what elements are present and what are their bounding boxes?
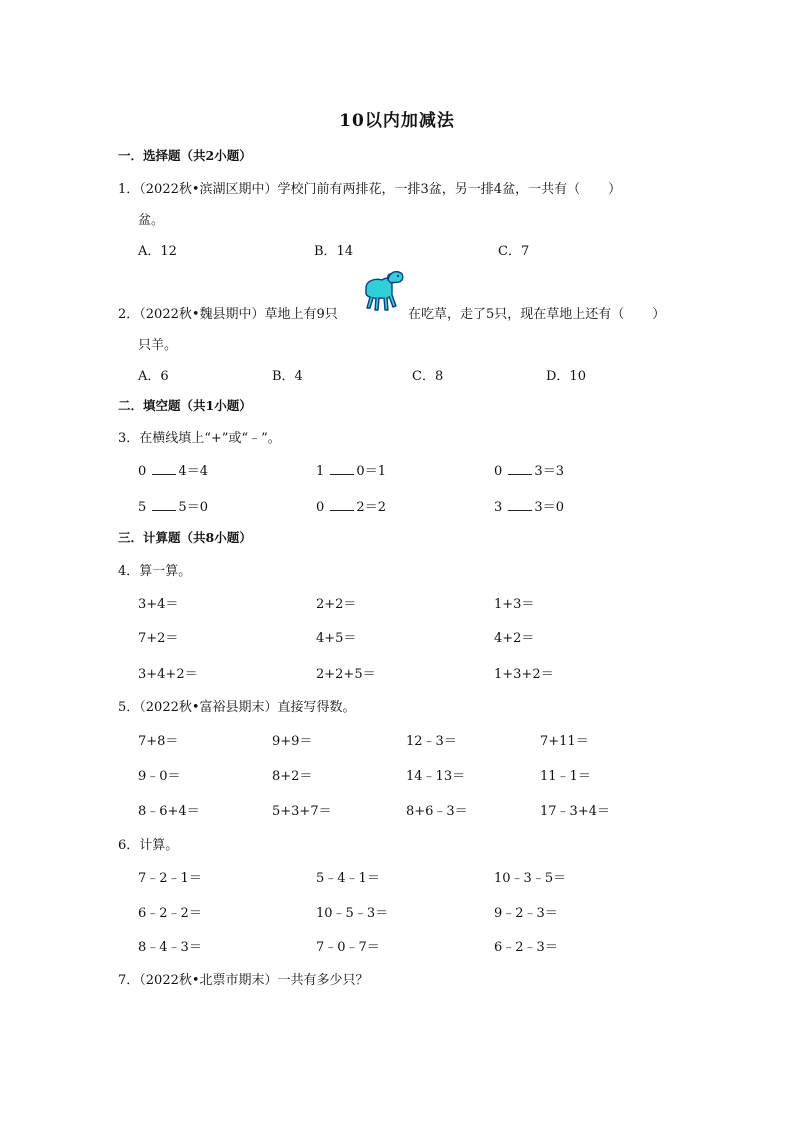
calc-item: 3+4＝ xyxy=(138,597,179,612)
calc-row xyxy=(0,730,794,750)
calc-item: 8﹣6+4＝ xyxy=(138,804,200,819)
calc-item: 9﹣2﹣3＝ xyxy=(494,906,558,921)
calc-item: 14﹣13＝ xyxy=(406,769,466,784)
calc-row xyxy=(0,936,794,956)
question-7-stem: 7．（2022秋•北票市期末）一共有多少只？ xyxy=(118,973,369,988)
answer-blank[interactable] xyxy=(330,462,354,475)
calc-item: 10﹣3﹣5＝ xyxy=(494,871,567,886)
question-5-stem: 5．（2022秋•富裕县期末）直接写得数。 xyxy=(118,700,356,715)
answer-blank[interactable] xyxy=(330,498,354,511)
fill-item: 3 3＝0 xyxy=(494,500,564,515)
answer-blank[interactable] xyxy=(508,462,532,475)
answer-blank[interactable] xyxy=(152,462,176,475)
calc-item: 1+3＝ xyxy=(494,597,535,612)
question-1-line1 xyxy=(118,178,621,197)
fill-item: 1 0＝1 xyxy=(316,464,386,479)
section-heading-fill: 二．填空题（共1小题） xyxy=(118,398,252,413)
calc-item: 9﹣0＝ xyxy=(138,769,181,784)
calc-item: 4+5＝ xyxy=(316,631,357,646)
calc-row xyxy=(0,627,794,647)
calc-row xyxy=(0,765,794,785)
question-6-stem: 6．计算。 xyxy=(118,838,179,853)
question-1-options xyxy=(0,240,794,260)
calc-item: 12﹣3＝ xyxy=(406,734,457,749)
calc-item: 1+3+2＝ xyxy=(494,667,554,682)
question-1-close-paren: ） xyxy=(608,182,622,197)
calc-item: 5+3+7＝ xyxy=(272,804,332,819)
sheep-icon xyxy=(358,268,406,314)
calc-item: 6﹣2﹣2＝ xyxy=(138,906,202,921)
option-d: D．10 xyxy=(546,369,586,384)
calc-item: 7﹣0﹣7＝ xyxy=(316,940,380,955)
calc-item: 7+11＝ xyxy=(540,734,589,749)
calc-item: 10﹣5﹣3＝ xyxy=(316,906,389,921)
calc-item: 2+2＝ xyxy=(316,597,357,612)
question-2-close-paren: ） xyxy=(652,307,666,322)
option-a: A．6 xyxy=(138,369,169,384)
section-heading-calc: 三．计算题（共8小题） xyxy=(118,530,252,545)
calc-item: 9+9＝ xyxy=(272,734,313,749)
question-2-text-b: 在吃草，走了5只，现在草地上还有（ xyxy=(408,307,625,322)
calc-item: 7+2＝ xyxy=(138,631,179,646)
question-4-stem: 4．算一算。 xyxy=(118,564,192,579)
fill-item: 0 2＝2 xyxy=(316,500,386,515)
question-2-text-a: 2．（2022秋•魏县期中）草地上有9只 xyxy=(118,307,338,322)
option-c: C．7 xyxy=(498,244,530,259)
calc-item: 6﹣2﹣3＝ xyxy=(494,940,558,955)
calc-item: 7﹣2﹣1＝ xyxy=(138,871,202,886)
calc-item: 8+6﹣3＝ xyxy=(406,804,468,819)
calc-item: 4+2＝ xyxy=(494,631,535,646)
section-heading-choice: 一．选择题（共2小题） xyxy=(118,148,252,163)
option-b: B．4 xyxy=(272,369,303,384)
calc-item: 11﹣1＝ xyxy=(540,769,591,784)
question-3-stem: 3．在横线填上“+”或“﹣”。 xyxy=(118,431,281,446)
question-1-text: 1．（2022秋•滨湖区期中）学校门前有两排花，一排3盆，另一排4盆，一共有（ xyxy=(118,182,581,197)
calc-item: 8﹣4﹣3＝ xyxy=(138,940,202,955)
calc-row xyxy=(0,663,794,683)
calc-item: 2+2+5＝ xyxy=(316,667,376,682)
question-2-line2: 只羊。 xyxy=(138,338,178,353)
fill-row xyxy=(0,496,794,516)
answer-blank[interactable] xyxy=(508,498,532,511)
option-a: A．12 xyxy=(138,244,177,259)
fill-item: 0 4＝4 xyxy=(138,464,208,479)
calc-row xyxy=(0,867,794,887)
question-2-line1-continued xyxy=(408,303,665,322)
page-title: 10以内加减法 xyxy=(339,111,455,131)
question-1-line2: 盆。 xyxy=(138,213,165,228)
question-2-line1 xyxy=(118,303,338,322)
fill-row xyxy=(0,460,794,480)
option-b: B．14 xyxy=(314,244,354,259)
fill-item: 0 3＝3 xyxy=(494,464,564,479)
question-2-options xyxy=(0,365,794,385)
calc-item: 17﹣3+4＝ xyxy=(540,804,610,819)
fill-item: 5 5＝0 xyxy=(138,500,208,515)
calc-row xyxy=(0,800,794,820)
option-c: C．8 xyxy=(412,369,444,384)
calc-item: 7+8＝ xyxy=(138,734,179,749)
answer-blank[interactable] xyxy=(152,498,176,511)
calc-item: 5﹣4﹣1＝ xyxy=(316,871,380,886)
calc-row xyxy=(0,593,794,613)
calc-row xyxy=(0,902,794,922)
calc-item: 8+2＝ xyxy=(272,769,313,784)
calc-item: 3+4+2＝ xyxy=(138,667,198,682)
